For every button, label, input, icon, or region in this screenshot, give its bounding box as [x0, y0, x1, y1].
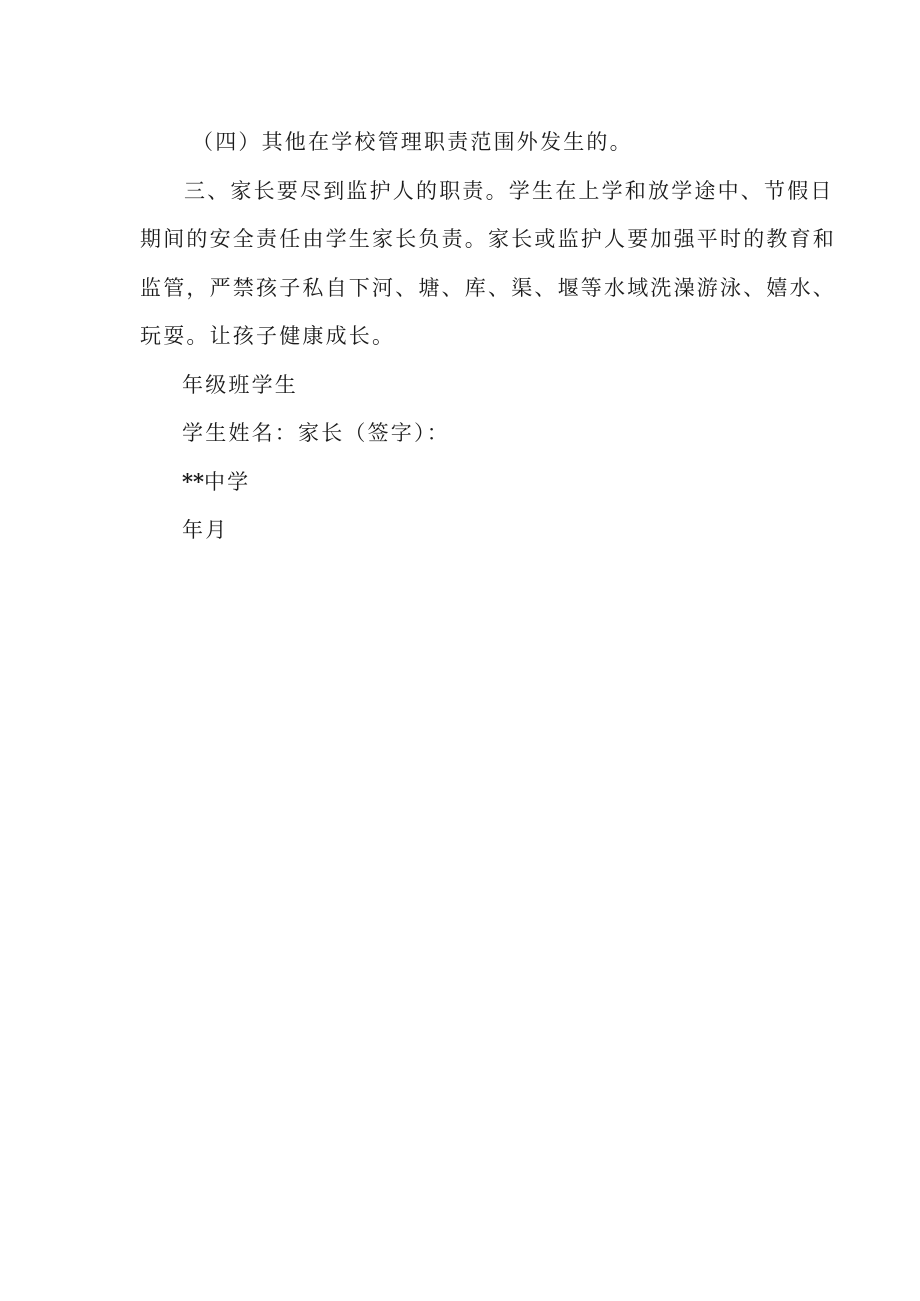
section-three-line-2: 期间的安全责任由学生家长负责。家长或监护人要加强平时的教育和	[140, 227, 836, 251]
school-name-suffix: 中学	[203, 469, 251, 494]
grade-class-line: 年级班学生	[182, 372, 298, 397]
section-three-line-1: 三、家长要尽到监护人的职责。学生在上学和放学途中、节假日	[184, 178, 834, 203]
document-body	[140, 118, 836, 555]
school-name-line	[140, 458, 800, 507]
student-name-parent-signature-line: 学生姓名：家长（签字）：	[182, 421, 450, 445]
section-three-line-3: 监管，严禁孩子私自下河、塘、库、渠、堰等水域洗澡游泳、嬉水、	[140, 275, 836, 300]
section-three-paragraph	[140, 167, 836, 361]
date-line: 年月	[182, 518, 229, 542]
school-name-mask: **	[182, 468, 204, 494]
item-four-paragraph: （四）其他在学校管理职责范围外发生的。	[192, 130, 633, 154]
section-three-line-4: 玩耍。让孩子健康成长。	[140, 324, 396, 348]
